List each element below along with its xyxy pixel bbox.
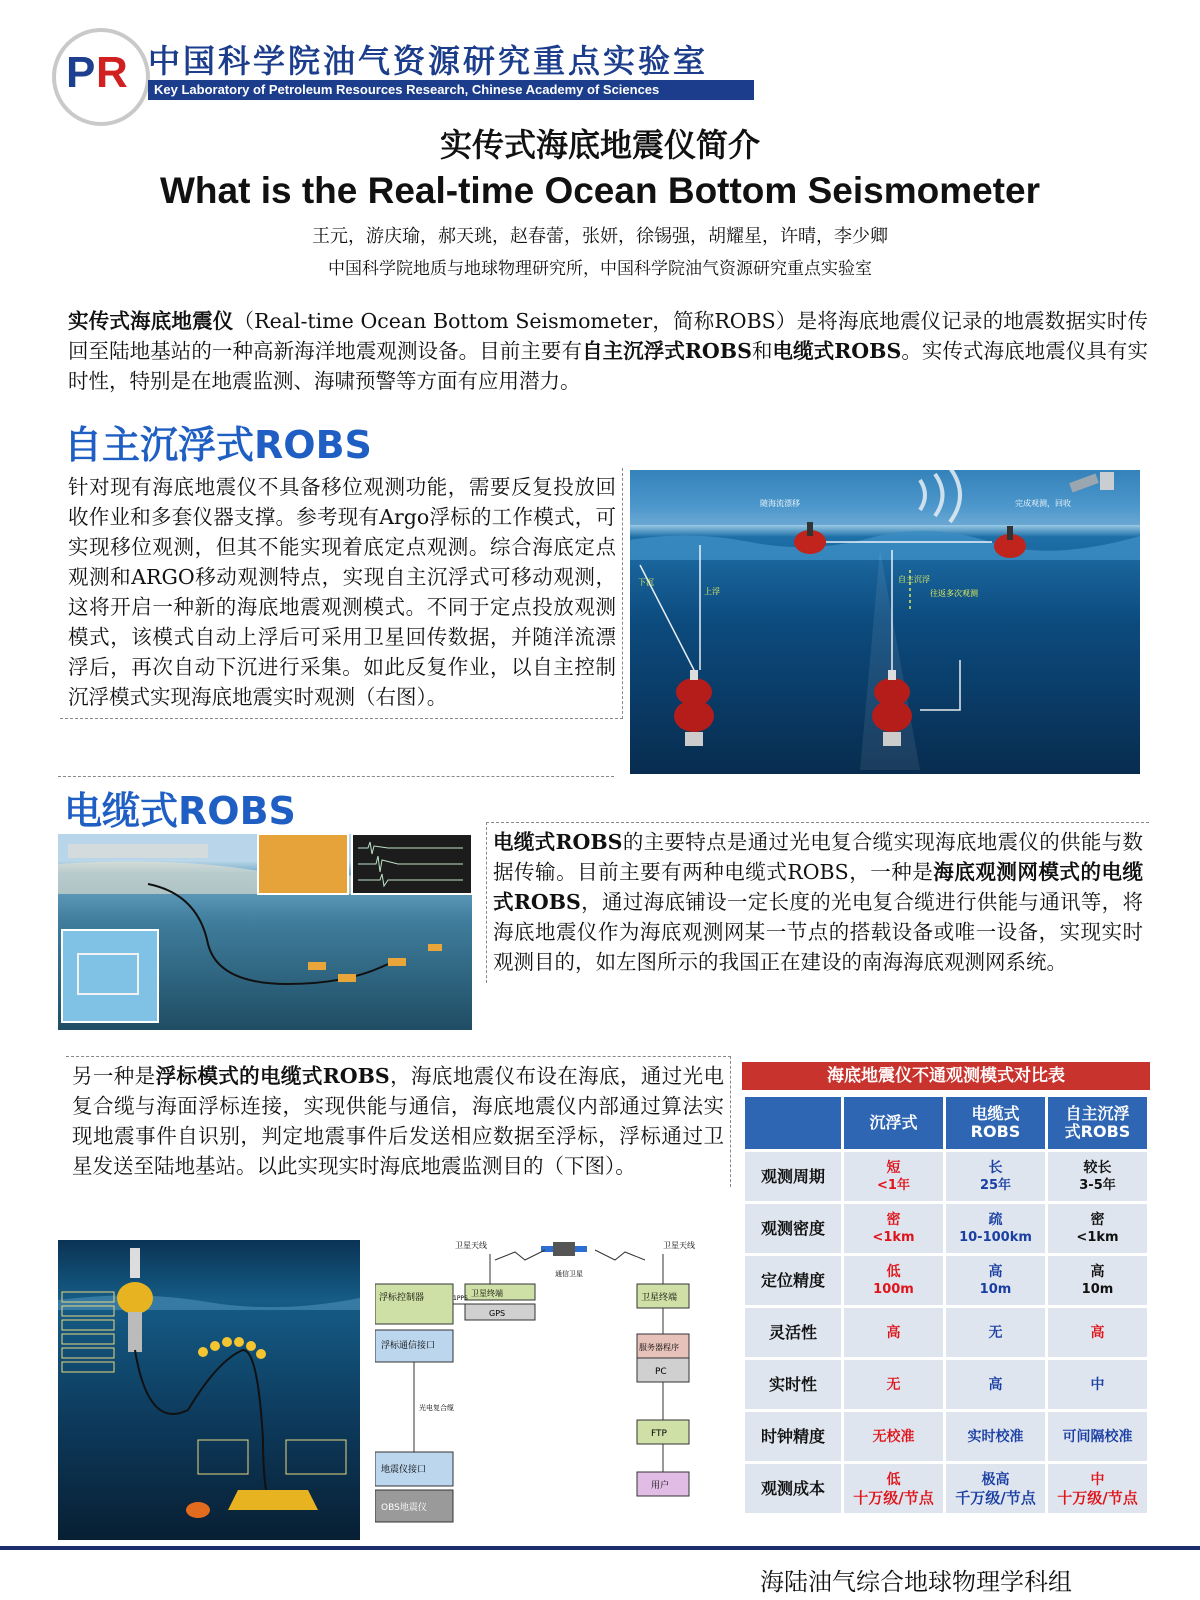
table-cell: 密 <1km	[844, 1204, 943, 1253]
table-header-cell: 电缆式 ROBS	[946, 1097, 1045, 1149]
optical-cable-line	[148, 884, 388, 984]
table-row-label: 观测周期	[745, 1152, 841, 1201]
table-row-label: 时钟精度	[745, 1412, 841, 1461]
ocean-illustration	[630, 470, 1140, 774]
logo-letter-r: R	[96, 48, 128, 97]
section2-body	[486, 822, 1149, 983]
table-cell: 较长 3-5年	[1048, 1152, 1147, 1201]
cable-network-illustration	[58, 834, 472, 1030]
fc-server: 服务器程序	[639, 1343, 679, 1352]
table-cell: 高	[946, 1360, 1045, 1409]
lab-name-cn: 中国科学院油气资源研究重点实验室	[148, 42, 709, 80]
table-row-label: 观测成本	[745, 1464, 841, 1513]
fc-user: 用户	[651, 1481, 670, 1491]
flowchart-svg	[375, 1240, 715, 1540]
intro-paragraph	[68, 306, 1148, 396]
table-cell: 长 25年	[946, 1152, 1045, 1201]
lab-logo	[52, 28, 150, 126]
section-divider	[58, 776, 614, 777]
table-cell: 中 十万级/节点	[1048, 1464, 1147, 1513]
table-row	[745, 1256, 1147, 1305]
table-row-label: 定位精度	[745, 1256, 841, 1305]
comparison-table-title: 海底地震仪不通观测模式对比表	[742, 1062, 1150, 1090]
table-row-label: 观测密度	[745, 1204, 841, 1253]
fc-ground-sat: 卫星终端	[641, 1293, 678, 1303]
affiliation: 中国科学院地质与地球物理研究所，中国科学院油气资源研究重点实验室	[328, 259, 872, 279]
p2-text-1: 另一种是	[72, 1064, 156, 1088]
buoy-robs-image	[58, 1240, 360, 1540]
label-autonomous: 自主沉浮	[898, 575, 930, 584]
table-cell: 密 <1km	[1048, 1204, 1147, 1253]
table-cell: 短 <1年	[844, 1152, 943, 1201]
table-row-label: 实时性	[745, 1360, 841, 1409]
cable-observatory-image	[58, 834, 472, 1030]
table-cell: 疏 10-100km	[946, 1204, 1045, 1253]
seabed-robs-left	[674, 670, 714, 746]
fc-cable: 光电复合缆	[419, 1404, 454, 1412]
table-cell: 高	[1048, 1308, 1147, 1357]
seabed-node	[338, 974, 356, 982]
seabed-node	[388, 958, 406, 966]
footer-divider	[0, 1546, 1200, 1550]
s2-bold-1: 电缆式ROBS	[493, 830, 623, 854]
table-cell: 可间隔校准	[1048, 1412, 1147, 1461]
surface-robs-buoy	[794, 522, 826, 554]
fc-sat-right: 卫星天线	[663, 1241, 695, 1250]
surface-robs-buoy	[994, 526, 1026, 558]
section1-body: 针对现有海底地震仪不具备移位观测功能，需要反复投放回收作业和多套仪器支撑。参考现有Argo浮标的工作模式，可实现移位观测，但其不能实现着底定点观测。综合海底定点观测和ARGO移动观测特点，实现自主沉浮式可移动观测，这将开启一种新的海底地震观测模式。不同于定点投放观测模式，该模式自动上浮后可采用卫星回传数据，并随洋流漂浮后，再次自动下沉进行采集。如此反复作业，以自主控制沉浮模式实现海底地震实时观测（右图）。	[60, 468, 623, 719]
satellite-icon	[541, 1242, 587, 1256]
table-cell: 无校准	[844, 1412, 943, 1461]
callout-boxes	[62, 1292, 346, 1474]
table-cell: 中	[1048, 1360, 1147, 1409]
table-cell: 极高 千万级/节点	[946, 1464, 1045, 1513]
table-body	[745, 1152, 1147, 1513]
table-header-cell: 自主沉浮 式ROBS	[1048, 1097, 1147, 1149]
label-sink: 下沉	[638, 578, 654, 587]
intro-text-1: （Real-time Ocean Bottom Seismometer，简称ROBS）是将海底地震仪记录的地震数据实时传回至陆地基站的一种高新海洋地震观测设备。目前主要有	[68, 309, 1148, 363]
intro-text-3: 。实传式海底地震仪具有实时性，特别是在地震监测、海啸预警等方面有应用潜力。	[68, 339, 1148, 393]
logo-letter-p: P	[66, 48, 96, 97]
table-row	[745, 1464, 1147, 1513]
table-cell: 低 十万级/节点	[844, 1464, 943, 1513]
comparison-table	[742, 1094, 1150, 1516]
table-cell: 高	[844, 1308, 943, 1357]
section-heading-cable: 电缆式ROBS	[64, 789, 296, 833]
mooring-cable	[135, 1350, 268, 1500]
fc-obs: OBS地震仪	[381, 1503, 427, 1513]
table-row	[745, 1412, 1147, 1461]
table-row	[745, 1152, 1147, 1201]
seabed-seismometer	[186, 1490, 318, 1518]
page-title-cn: 实传式海底地震仪简介	[439, 126, 760, 164]
label-rise: 上浮	[704, 587, 720, 596]
p2-bold: 浮标模式的电缆式ROBS	[155, 1064, 390, 1088]
fc-gps: GPS	[489, 1309, 506, 1318]
authors: 王元，游庆瑜，郝天珧，赵春蕾，张妍，徐锡强，胡耀星，许晴，李少卿	[312, 226, 888, 247]
table-header-cell: 沉浮式	[844, 1097, 943, 1149]
fc-buoy-ctrl: 浮标控制器	[379, 1293, 425, 1303]
fc-seismo-if: 地震仪接口	[381, 1465, 427, 1475]
intro-bold-3: 电缆式ROBS	[772, 339, 902, 363]
table-header-row	[745, 1097, 1147, 1149]
p2-text-2: ，海底地震仪布设在海底，通过光电复合缆与海面浮标连接，实现供能与通信，海底地震仪内部通过算法实现地震事件自识别，判定地震事件后发送相应数据至浮标，浮标通过卫星发送至陆地基站。以此实现实时海底地震监测目的（下图）。	[72, 1064, 725, 1178]
label-drift: 随海流漂移	[760, 499, 800, 508]
fc-sat-center: 通信卫星	[555, 1270, 583, 1278]
seabed-node	[308, 962, 326, 970]
label-recover: 完成观测，回收	[1015, 499, 1071, 508]
fc-ftp: FTP	[651, 1429, 667, 1439]
fc-sat-left: 卫星天线	[455, 1241, 487, 1250]
fc-sat-comm: 卫星终端	[471, 1289, 503, 1298]
s2-text-1: 的主要特点是通过光电复合缆实现海底地震仪的供能与数据传输。目前主要有两种电缆式ROBS，一种是	[493, 830, 1144, 884]
s2-bold-2: 海底观测网模式的电缆式ROBS	[493, 860, 1144, 914]
label-multi-obs: 往返多次观测	[930, 589, 978, 598]
lab-name-en: Key Laboratory of Petroleum Resources Research, Chinese Academy of Sciences	[148, 80, 754, 100]
buoy-robs-flowchart	[375, 1240, 715, 1540]
table-cell: 无	[844, 1360, 943, 1409]
platform-photo	[258, 834, 348, 894]
page-title-en: What is the Real-time Ocean Bottom Seismometer	[160, 170, 1040, 211]
intro-bold-2: 自主沉浮式ROBS	[582, 339, 752, 363]
fc-pps: 1PPS	[453, 1295, 468, 1302]
surface-buoy	[117, 1248, 153, 1352]
intro-text-2: 和	[751, 339, 773, 363]
autonomous-robs-ocean-image	[630, 470, 1140, 774]
table-row	[745, 1204, 1147, 1253]
s2-text-2: ，通过海底铺设一定长度的光电复合缆进行供能与通讯等，将海底地震仪作为海底观测网某一节点的搭载设备或唯一设备，实现实时观测目的，如左图所示的我国正在建设的南海海底观测网系统。	[493, 890, 1144, 974]
table-cell: 高 10m	[1048, 1256, 1147, 1305]
fc-buoy-if: 浮标通信接口	[381, 1341, 436, 1351]
buoy-system-illustration	[58, 1240, 360, 1540]
table-row-label: 灵活性	[745, 1308, 841, 1357]
buoy-mode-paragraph	[66, 1056, 731, 1187]
intro-bold-1: 实传式海底地震仪	[68, 309, 234, 333]
seabed-node	[428, 944, 442, 951]
table-cell: 实时校准	[946, 1412, 1045, 1461]
table-cell: 高 10m	[946, 1256, 1045, 1305]
fc-pc: PC	[655, 1367, 667, 1377]
section-heading-autonomous: 自主沉浮式ROBS	[64, 423, 372, 467]
table-header-corner	[745, 1097, 841, 1149]
table-row	[745, 1360, 1147, 1409]
table-row	[745, 1308, 1147, 1357]
table-cell: 低 100m	[844, 1256, 943, 1305]
footer-group-name: 海陆油气综合地球物理学科组	[760, 1568, 1072, 1596]
seismometer-frame-photo	[62, 930, 158, 1022]
table-cell: 无	[946, 1308, 1045, 1357]
